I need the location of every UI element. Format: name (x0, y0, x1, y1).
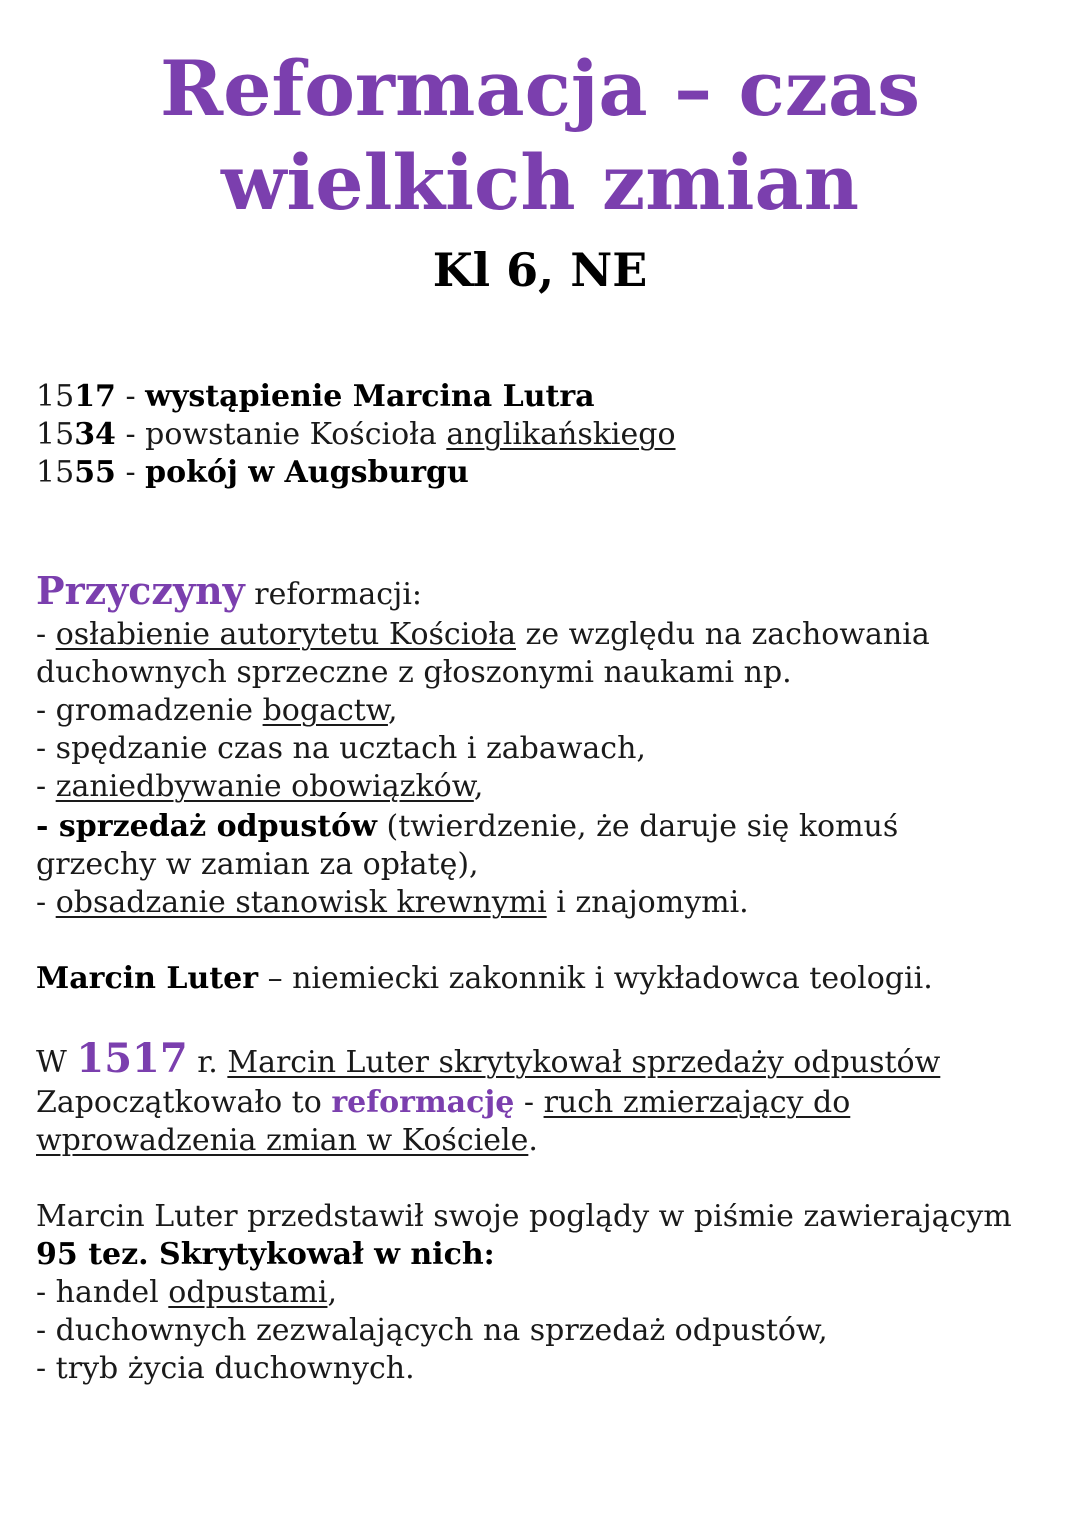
cause-item: - spędzanie czas na ucztach i zabawach, (36, 731, 646, 766)
cause-item: - sprzedaż odpustów (twierdzenie, że daruje się komuś (36, 809, 899, 844)
timeline-item: 1534 - powstanie Kościoła anglikańskiego (36, 417, 676, 452)
event-paragraph-line-1: W 1517 r. Marcin Luter skrytykował sprzedaży odpustów (36, 1035, 941, 1082)
timeline-item: 1555 - pokój w Augsburgu (36, 455, 469, 490)
cause-item: - gromadzenie bogactw, (36, 693, 398, 728)
theses-intro: Marcin Luter przedstawił swoje poglądy w piśmie zawierającym (36, 1199, 1012, 1234)
causes-heading: Przyczyny reformacji: (36, 568, 423, 613)
cause-item-continuation: duchownych sprzeczne z głoszonymi naukami np. (36, 655, 792, 690)
theses-item: - handel odpustami, (36, 1275, 338, 1310)
timeline-item: 1517 - wystąpienie Marcina Lutra (36, 379, 595, 414)
cause-item: - obsadzanie stanowisk krewnymi i znajomymi. (36, 885, 749, 920)
page-title-line-2: wielkich zmian (221, 138, 859, 227)
cause-item: - osłabienie autorytetu Kościoła ze względu na zachowania (36, 617, 930, 652)
theses-item: - tryb życia duchownych. (36, 1351, 415, 1386)
theses-item: - duchownych zezwalających na sprzedaż odpustów, (36, 1313, 828, 1348)
theses-heading: 95 tez. Skrytykował w nich: (36, 1237, 495, 1272)
page-subtitle: Kl 6, NE (432, 243, 648, 297)
page-title-line-1: Reformacja – czas (160, 44, 920, 133)
cause-item: - zaniedbywanie obowiązków, (36, 769, 484, 804)
luter-definition: Marcin Luter – niemiecki zakonnik i wykładowca teologii. (36, 961, 933, 996)
cause-item-continuation: grzechy w zamian za opłatę), (36, 847, 479, 882)
event-paragraph-line-2: Zapoczątkowało to reformację - ruch zmierzający do (36, 1085, 851, 1120)
event-paragraph-line-3: wprowadzenia zmian w Kościele. (36, 1123, 538, 1158)
